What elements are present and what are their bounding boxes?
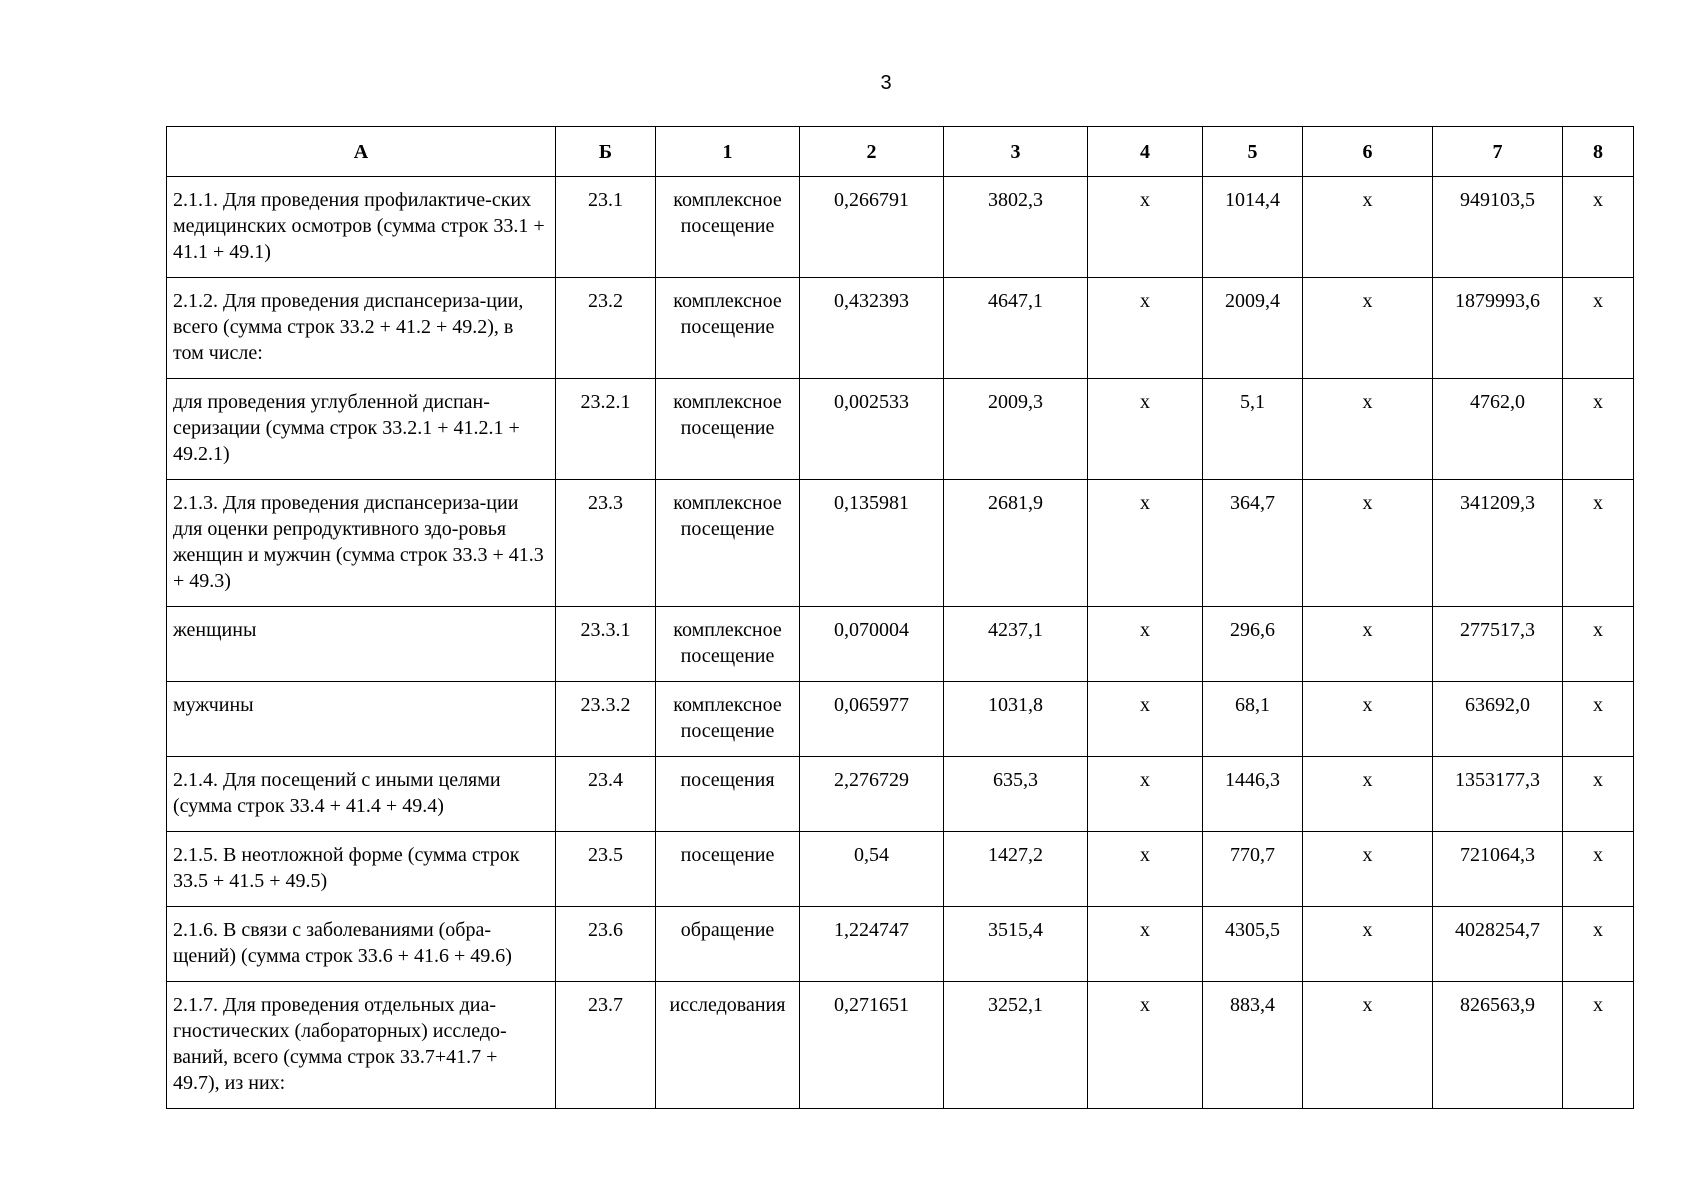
cell-col-3: 3252,1 xyxy=(944,982,1088,1109)
cell-col-6: х xyxy=(1303,480,1433,607)
header-col-4: 4 xyxy=(1088,127,1203,177)
cell-col-7: 1353177,3 xyxy=(1433,757,1563,832)
cell-description: 2.1.5. В неотложной форме (сумма строк 33.5 + 41.5 + 49.5) xyxy=(167,832,556,907)
page-number: 3 xyxy=(880,72,892,94)
cell-col-3: 635,3 xyxy=(944,757,1088,832)
cell-col-5: 364,7 xyxy=(1203,480,1303,607)
cell-col-7: 949103,5 xyxy=(1433,177,1563,278)
table-row xyxy=(167,982,1634,1109)
cell-col-6: х xyxy=(1303,982,1433,1109)
cell-col-4: х xyxy=(1088,907,1203,982)
cell-col-6: х xyxy=(1303,278,1433,379)
cell-col-6: х xyxy=(1303,607,1433,682)
cell-col-6: х xyxy=(1303,177,1433,278)
cell-col-4: х xyxy=(1088,177,1203,278)
cell-row-code: 23.2 xyxy=(556,278,656,379)
cell-col-7: 63692,0 xyxy=(1433,682,1563,757)
cell-unit: комплексное посещение xyxy=(656,379,800,480)
header-col-5: 5 xyxy=(1203,127,1303,177)
header-col-7: 7 xyxy=(1433,127,1563,177)
table-row xyxy=(167,607,1634,682)
cell-col-4: х xyxy=(1088,757,1203,832)
cell-col-8: х xyxy=(1563,278,1634,379)
cell-description: 2.1.6. В связи с заболеваниями (обра-щений) (сумма строк 33.6 + 41.6 + 49.6) xyxy=(167,907,556,982)
cell-row-code: 23.5 xyxy=(556,832,656,907)
header-col-3: 3 xyxy=(944,127,1088,177)
cell-col-2: 0,54 xyxy=(800,832,944,907)
cell-col-8: х xyxy=(1563,682,1634,757)
header-col-1: 1 xyxy=(656,127,800,177)
cell-col-4: х xyxy=(1088,982,1203,1109)
header-col-2: 2 xyxy=(800,127,944,177)
cell-col-5: 5,1 xyxy=(1203,379,1303,480)
cell-col-2: 0,002533 xyxy=(800,379,944,480)
cell-unit: посещения xyxy=(656,757,800,832)
cell-row-code: 23.3.2 xyxy=(556,682,656,757)
cell-col-7: 826563,9 xyxy=(1433,982,1563,1109)
cell-col-8: х xyxy=(1563,757,1634,832)
cell-row-code: 23.7 xyxy=(556,982,656,1109)
cell-col-8: х xyxy=(1563,832,1634,907)
cell-col-3: 2009,3 xyxy=(944,379,1088,480)
cell-col-6: х xyxy=(1303,757,1433,832)
cell-col-4: х xyxy=(1088,480,1203,607)
table-row xyxy=(167,832,1634,907)
cell-col-2: 0,065977 xyxy=(800,682,944,757)
cell-unit: посещение xyxy=(656,832,800,907)
cell-col-8: х xyxy=(1563,982,1634,1109)
cell-col-7: 1879993,6 xyxy=(1433,278,1563,379)
cell-col-6: х xyxy=(1303,682,1433,757)
cell-col-4: х xyxy=(1088,278,1203,379)
cell-unit: обращение xyxy=(656,907,800,982)
cell-row-code: 23.2.1 xyxy=(556,379,656,480)
cell-col-7: 4028254,7 xyxy=(1433,907,1563,982)
cell-unit: комплексное посещение xyxy=(656,682,800,757)
cell-col-4: х xyxy=(1088,379,1203,480)
table-row xyxy=(167,177,1634,278)
cell-unit: исследования xyxy=(656,982,800,1109)
cell-col-2: 0,135981 xyxy=(800,480,944,607)
cell-col-3: 3515,4 xyxy=(944,907,1088,982)
header-col-6: 6 xyxy=(1303,127,1433,177)
table-row xyxy=(167,757,1634,832)
cell-col-2: 0,432393 xyxy=(800,278,944,379)
cell-col-3: 3802,3 xyxy=(944,177,1088,278)
cell-col-6: х xyxy=(1303,907,1433,982)
cell-description: женщины xyxy=(167,607,556,682)
header-col-8: 8 xyxy=(1563,127,1634,177)
cell-col-3: 4237,1 xyxy=(944,607,1088,682)
cell-description: 2.1.7. Для проведения отдельных диа-гностических (лабораторных) исследо-ваний, всего (сумма строк 33.7+41.7 + 49.7), из них: xyxy=(167,982,556,1109)
cell-col-3: 2681,9 xyxy=(944,480,1088,607)
cell-col-4: х xyxy=(1088,607,1203,682)
table-row xyxy=(167,379,1634,480)
cell-col-3: 1031,8 xyxy=(944,682,1088,757)
cell-col-7: 341209,3 xyxy=(1433,480,1563,607)
cell-col-8: х xyxy=(1563,607,1634,682)
data-table xyxy=(166,126,1634,1109)
table-row xyxy=(167,682,1634,757)
cell-col-8: х xyxy=(1563,379,1634,480)
table-row xyxy=(167,278,1634,379)
cell-col-5: 770,7 xyxy=(1203,832,1303,907)
cell-col-2: 0,266791 xyxy=(800,177,944,278)
cell-row-code: 23.3 xyxy=(556,480,656,607)
cell-col-2: 1,224747 xyxy=(800,907,944,982)
cell-description: 2.1.3. Для проведения диспансериза-ции для оценки репродуктивного здо-ровья женщин и мужчин (сумма строк 33.3 + 41.3 + 49.3) xyxy=(167,480,556,607)
cell-col-6: х xyxy=(1303,379,1433,480)
cell-col-3: 1427,2 xyxy=(944,832,1088,907)
cell-col-6: х xyxy=(1303,832,1433,907)
cell-col-8: х xyxy=(1563,907,1634,982)
cell-row-code: 23.6 xyxy=(556,907,656,982)
cell-col-7: 277517,3 xyxy=(1433,607,1563,682)
cell-col-5: 1446,3 xyxy=(1203,757,1303,832)
cell-col-7: 4762,0 xyxy=(1433,379,1563,480)
cell-unit: комплексное посещение xyxy=(656,177,800,278)
cell-col-5: 2009,4 xyxy=(1203,278,1303,379)
cell-col-2: 2,276729 xyxy=(800,757,944,832)
cell-description: 2.1.4. Для посещений с иными целями (сумма строк 33.4 + 41.4 + 49.4) xyxy=(167,757,556,832)
cell-col-5: 68,1 xyxy=(1203,682,1303,757)
cell-row-code: 23.4 xyxy=(556,757,656,832)
cell-description: 2.1.1. Для проведения профилактиче-ских медицинских осмотров (сумма строк 33.1 + 41.1 + 49.1) xyxy=(167,177,556,278)
cell-description: 2.1.2. Для проведения диспансериза-ции, всего (сумма строк 33.2 + 41.2 + 49.2), в том числе: xyxy=(167,278,556,379)
cell-col-5: 296,6 xyxy=(1203,607,1303,682)
cell-col-3: 4647,1 xyxy=(944,278,1088,379)
cell-col-4: х xyxy=(1088,832,1203,907)
cell-col-5: 4305,5 xyxy=(1203,907,1303,982)
cell-col-5: 883,4 xyxy=(1203,982,1303,1109)
table-row xyxy=(167,480,1634,607)
table-row xyxy=(167,907,1634,982)
cell-description: для проведения углубленной диспан-серизации (сумма строк 33.2.1 + 41.2.1 + 49.2.1) xyxy=(167,379,556,480)
cell-col-7: 721064,3 xyxy=(1433,832,1563,907)
cell-row-code: 23.3.1 xyxy=(556,607,656,682)
header-col-b: Б xyxy=(556,127,656,177)
table-header-row xyxy=(167,127,1634,177)
cell-col-4: х xyxy=(1088,682,1203,757)
cell-row-code: 23.1 xyxy=(556,177,656,278)
cell-col-8: х xyxy=(1563,480,1634,607)
header-col-a: А xyxy=(167,127,556,177)
cell-unit: комплексное посещение xyxy=(656,607,800,682)
cell-unit: комплексное посещение xyxy=(656,278,800,379)
cell-col-5: 1014,4 xyxy=(1203,177,1303,278)
cell-col-2: 0,070004 xyxy=(800,607,944,682)
cell-col-8: х xyxy=(1563,177,1634,278)
cell-col-2: 0,271651 xyxy=(800,982,944,1109)
cell-description: мужчины xyxy=(167,682,556,757)
cell-unit: комплексное посещение xyxy=(656,480,800,607)
